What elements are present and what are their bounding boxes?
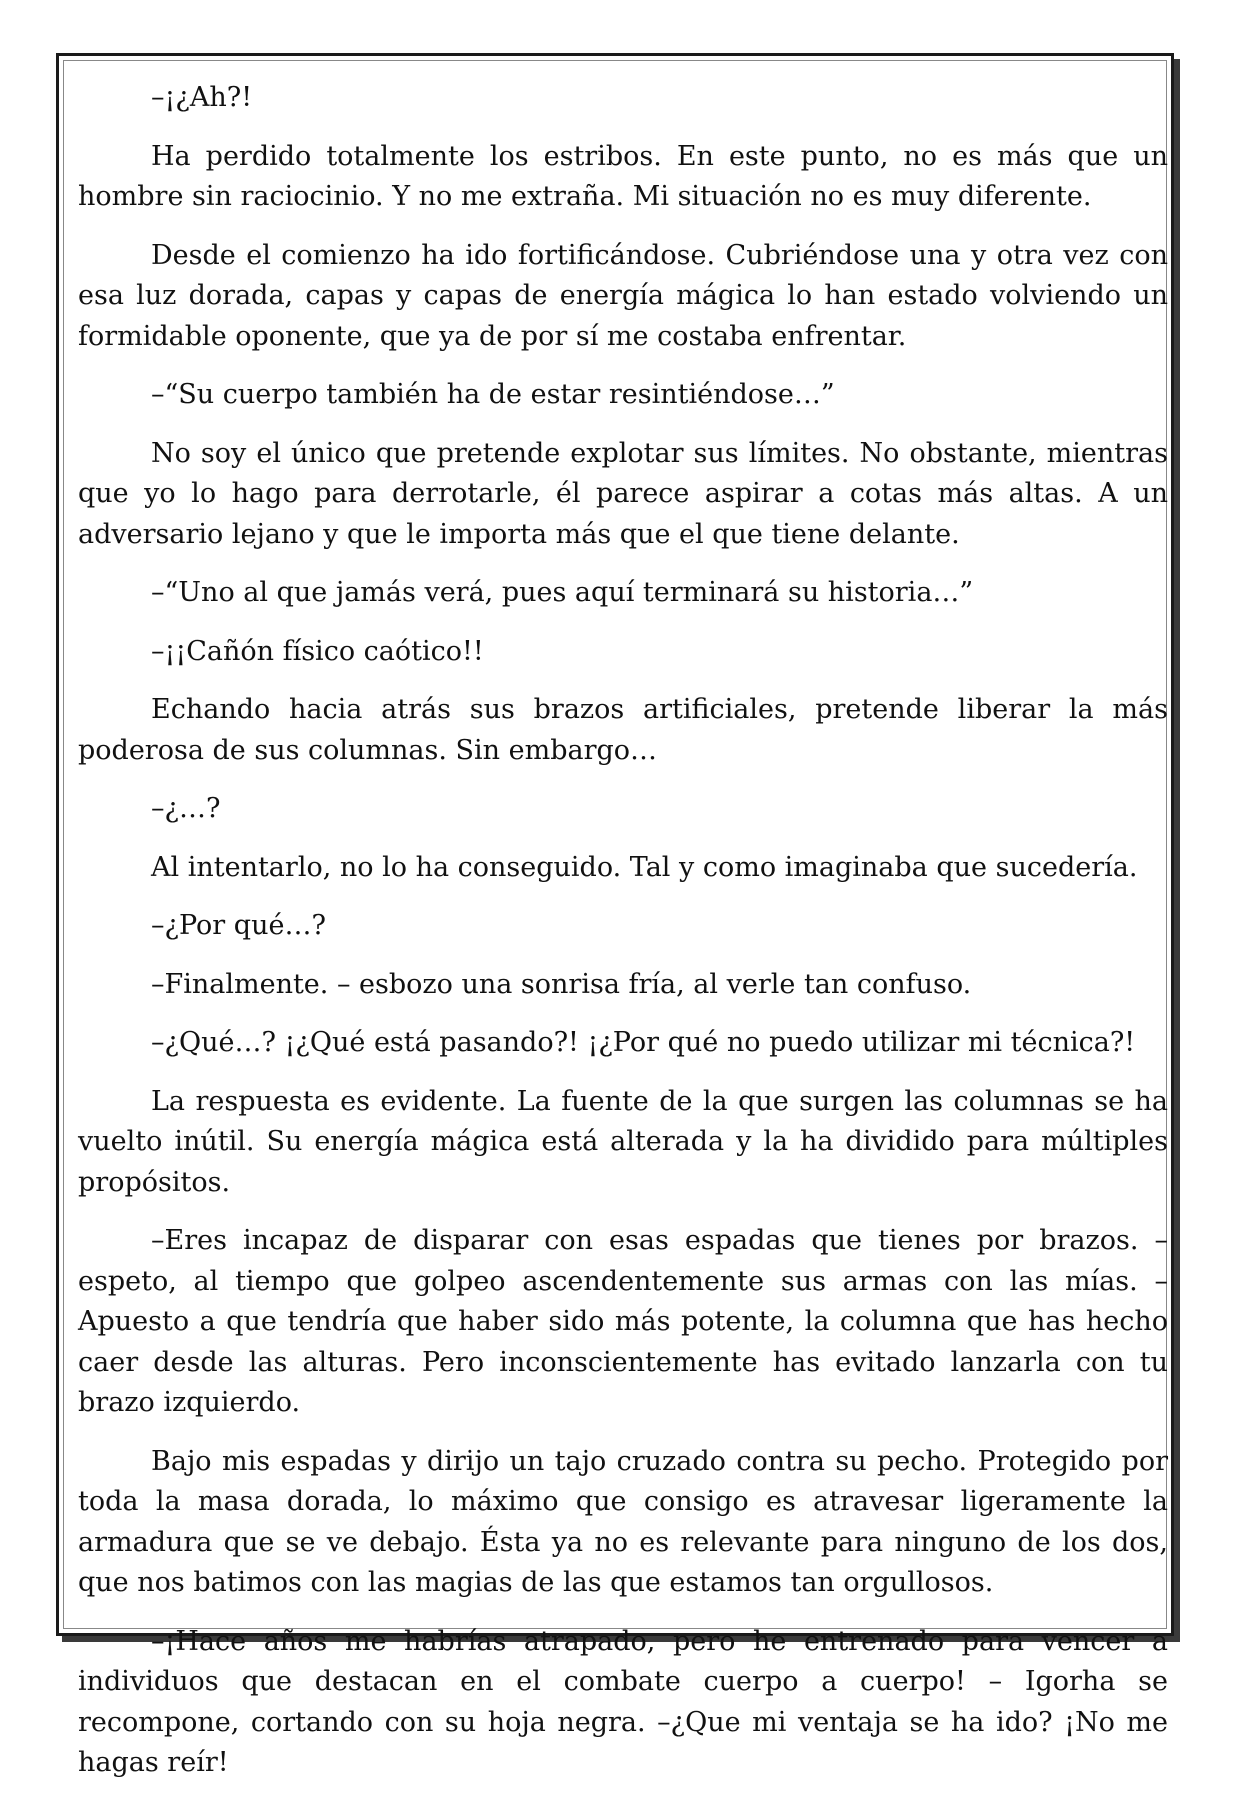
paragraph: Bajo mis espadas y dirijo un tajo cruzado contra su pecho. Protegido por toda la masa dorada, lo máximo que consigo es atravesar ligeramente la armadura que se ve debajo. Ésta ya no es relevante para ninguno de los dos, que nos batimos con las magias de las que estamos tan orgullosos. [78, 1445, 1168, 1598]
paragraph: Al intentarlo, no lo ha conseguido. Tal y como imaginaba que sucedería. [151, 851, 1138, 883]
paragraph: –¿Qué…? ¡¿Qué está pasando?! ¡¿Por qué no puedo utilizar mi técnica?! [151, 1027, 1136, 1058]
paragraph: –Eres incapaz de disparar con esas espadas que tienes por brazos. – espeto, al tiempo que golpeo ascendentemente sus armas con las mías. –Apuesto a que tendría que haber sido más potente, la columna que has hecho caer desde las alturas. Pero inconscientemente has evitado lanzarla con tu brazo izquierdo. [78, 1225, 1168, 1418]
paragraph: La respuesta es evidente. La fuente de la que surgen las columnas se ha vuelto inútil. Su energía mágica está alterada y la ha dividido para múltiples propósitos. [78, 1085, 1168, 1198]
paragraph: Ha perdido totalmente los estribos. En este punto, no es más que un hombre sin raciocinio. Y no me extraña. Mi situación no es muy diferente. [78, 140, 1168, 212]
page-frame [56, 53, 1174, 1778]
paragraph: –¡¿Ah?! [151, 82, 253, 113]
paragraph: –¡Hace años me habrías atrapado, pero he entrenado para vencer a individuos que destacan en el combate cuerpo a cuerpo! – Igorha se recompone, cortando con su hoja negra. –¿Que mi ventaja se ha ido? ¡No me hagas reír! [78, 1625, 1168, 1778]
paragraph: –¿…? [151, 793, 221, 824]
paragraph: –“Uno al que jamás verá, pues aquí terminará su historia…” [151, 577, 974, 608]
paragraph: –¿Por qué…? [151, 910, 326, 941]
paragraph: Desde el comienzo ha ido fortificándose. Cubriéndose una y otra vez con esa luz dorada, capas y capas de energía mágica lo han estado volviendo un formidable oponente, que ya de por sí me costaba enfrentar. [78, 239, 1168, 352]
paragraph: –Finalmente. – esbozo una sonrisa fría, al verle tan confuso. [151, 968, 972, 1000]
paragraph: –¡¡Cañón físico caótico!! [151, 635, 484, 667]
paragraph: No soy el único que pretende explotar sus límites. No obstante, mientras que yo lo hago para derrotarle, él parece aspirar a cotas más altas. A un adversario lejano y que le importa más que el que tiene delante. [78, 437, 1168, 550]
paragraph: Echando hacia atrás sus brazos artificiales, pretende liberar la más poderosa de sus columnas. Sin embargo… [78, 694, 1168, 766]
paragraph: –“Su cuerpo también ha de estar resintiéndose…” [151, 379, 835, 410]
text-body [78, 78, 1168, 1802]
